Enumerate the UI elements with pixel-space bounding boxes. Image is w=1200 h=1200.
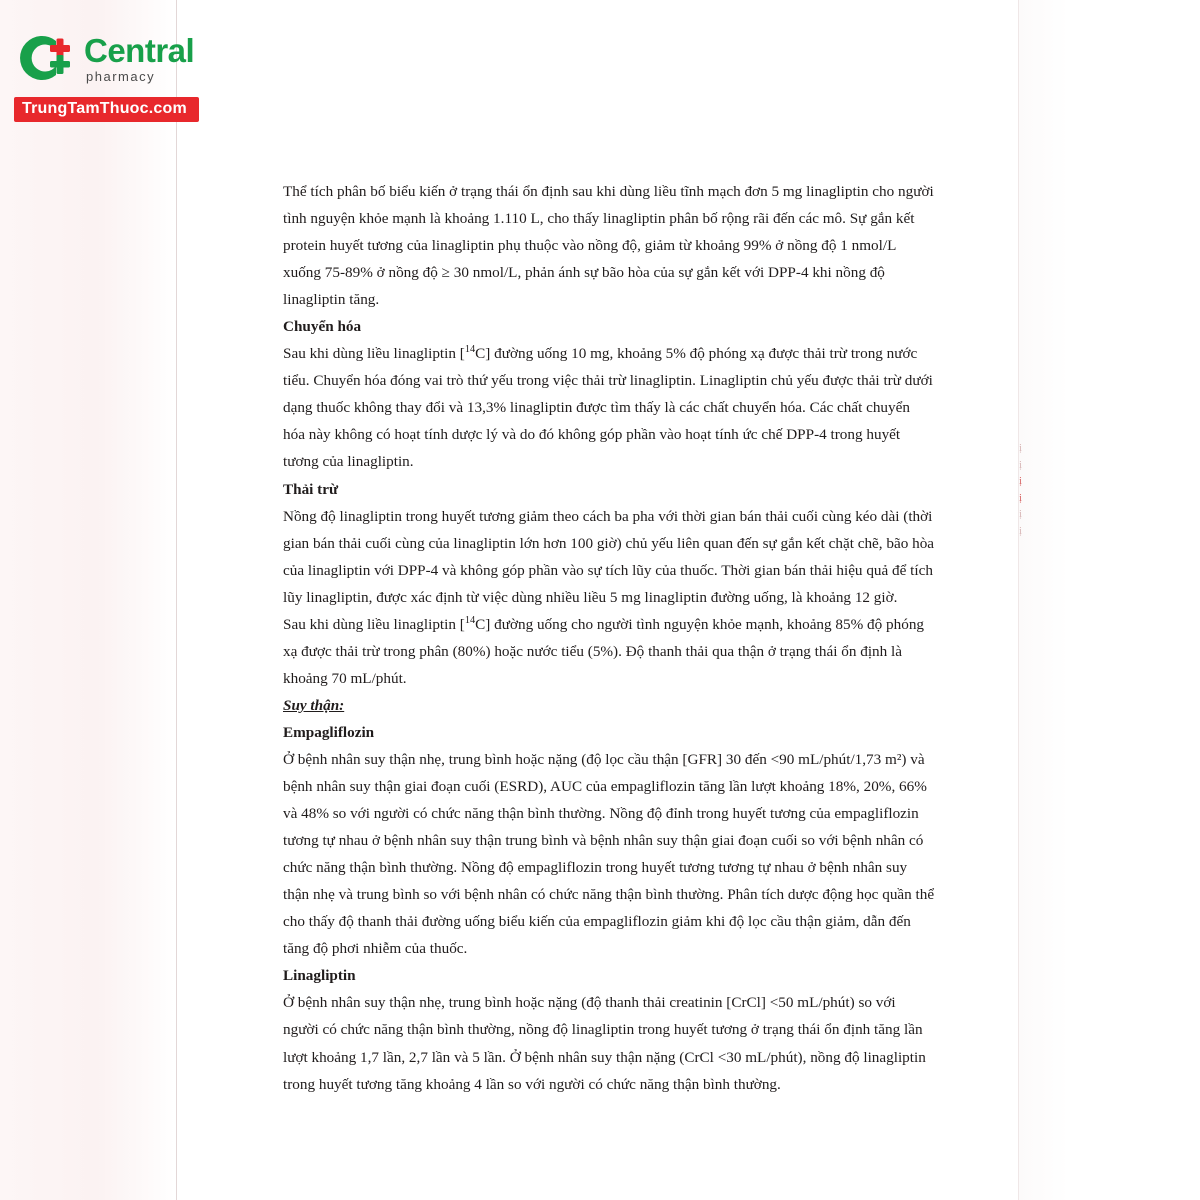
margin-mark: ị xyxy=(1019,458,1023,471)
paragraph-excretion-after: C] đường uống cho người tình nguyện khỏe mạnh, khoảng 85% độ phóng xạ được thải trừ trong phân (80%) hoặc nước tiểu (5%). Độ thanh thải qua thận ở trạng thái ổn định là khoảng 70 mL/phút. xyxy=(283,615,925,687)
page-left-shading xyxy=(0,0,175,1200)
heading-elimination: Thải trừ xyxy=(283,480,339,498)
brand-name: Central xyxy=(84,31,195,69)
brand-watermark xyxy=(14,28,229,122)
paragraph-metabolism-after: C] đường uống 10 mg, khoảng 5% độ phóng xạ được thải trừ trong nước tiểu. Chuyển hóa đóng vai trò thứ yếu trong việc thải trừ linagliptin. Linagliptin chủ yếu được thải trừ dưới dạng thuốc không thay đổi và 13,3% linagliptin được tìm thấy là các chất chuyển hóa. Các chất chuyển hóa này không có hoạt tính dược lý và do đó không góp phần vào hoạt tính ức chế DPP-4 trong huyết tương của linagliptin. xyxy=(283,345,933,471)
paragraph-metabolism xyxy=(283,340,935,475)
brand-tagline: pharmacy xyxy=(86,68,156,84)
page-right-shading xyxy=(1018,0,1200,1200)
margin-scan-marks xyxy=(1019,440,1033,580)
superscript-c14-excretion: 14 xyxy=(464,614,476,626)
paragraph-excretion-before: Sau khi dùng liều linagliptin [ xyxy=(283,615,465,633)
paragraph-excretion xyxy=(283,611,935,692)
heading-renal-impairment: Suy thận: xyxy=(283,696,345,714)
paragraph-linagliptin: Ở bệnh nhân suy thận nhẹ, trung bình hoặc nặng (độ thanh thải creatinin [CrCl] <50 mL/phút) so với người có chức năng thận bình thường, nồng độ linagliptin trong huyết tương ở trạng thái ổn định tăng lần lượt khoảng 1,7 lần, 2,7 lần và 5 lần. Ở bệnh nhân suy thận nặng (CrCl <30 mL/phút), nồng độ linagliptin trong huyết tương tăng khoảng 4 lần so với người có chức năng thận bình thường. xyxy=(283,994,926,1093)
brand-url-badge: TrungTamThuoc.com xyxy=(14,97,199,122)
paragraph-empagliflozin: Ở bệnh nhân suy thận nhẹ, trung bình hoặc nặng (độ lọc cầu thận [GFR] 30 đến <90 mL/phút/1,73 m²) và bệnh nhân suy thận giai đoạn cuối (ESRD), AUC của empagliflozin tăng lần lượt khoảng 18%, 20%, 66% và 48% so với người có chức năng thận bình thường. Nồng độ đỉnh trong huyết tương của empagliflozin tương tự nhau ở bệnh nhân suy thận trung bình và bệnh nhân suy thận giai đoạn cuối so với bệnh nhân có chức năng thận bình thường. Nồng độ empagliflozin trong huyết tương tương tự nhau ở bệnh nhân suy thận nhẹ và trung bình so với bệnh nhân có chức năng thận bình thường. Phân tích dược động học quần thể cho thấy độ thanh thải đường uống biểu kiến của empagliflozin giảm khi độ lọc cầu thận giảm, dẫn đến tăng độ phơi nhiễm của thuốc. xyxy=(283,750,935,958)
brand-logo-row xyxy=(14,28,229,88)
page-fold-line-right xyxy=(1018,0,1019,1200)
margin-mark: ị xyxy=(1019,491,1023,504)
heading-empagliflozin: Empagliflozin xyxy=(283,723,375,741)
margin-mark: ị xyxy=(1019,442,1023,454)
margin-mark: ị xyxy=(1019,508,1023,520)
superscript-c14-metabolism: 14 xyxy=(464,344,476,356)
paragraph-metabolism-before: Sau khi dùng liều linagliptin [ xyxy=(283,345,465,363)
paragraph-elimination: Nồng độ linagliptin trong huyết tương giảm theo cách ba pha với thời gian bán thải cuối cùng kéo dài (thời gian bán thải cuối cùng của linagliptin lớn hơn 100 giờ) chủ yếu liên quan đến sự gắn kết chặt chẽ, bão hòa của linagliptin với DPP-4 và không góp phần vào sự tích lũy của thuốc. Thời gian bán thải hiệu quả để tích lũy linagliptin, được xác định từ việc dùng nhiều liều 5 mg linagliptin đường uống, là khoảng 12 giờ. xyxy=(283,507,935,606)
central-pharmacy-logo-icon xyxy=(14,28,74,88)
heading-linagliptin: Linagliptin xyxy=(283,967,356,985)
brand-text xyxy=(84,31,195,84)
heading-metabolism: Chuyển hóa xyxy=(283,318,362,336)
margin-mark: ị xyxy=(1019,475,1023,487)
page-fold-line-left xyxy=(176,0,177,1200)
margin-mark: ị xyxy=(1019,524,1023,537)
paragraph-distribution: Thể tích phân bố biểu kiến ở trạng thái ổn định sau khi dùng liều tĩnh mạch đơn 5 mg linagliptin cho người tình nguyện khỏe mạnh là khoảng 1.110 L, cho thấy linagliptin phân bố rộng rãi đến các mô. Sự gắn kết protein huyết tương của linagliptin phụ thuộc vào nồng độ, giảm từ khoảng 99% ở nồng độ 1 nmol/L xuống 75-89% ở nồng độ ≥ 30 nmol/L, phản ánh sự bão hòa của sự gắn kết với DPP-4 khi nồng độ linagliptin tăng. xyxy=(283,183,934,309)
document-text-column xyxy=(283,178,935,1098)
